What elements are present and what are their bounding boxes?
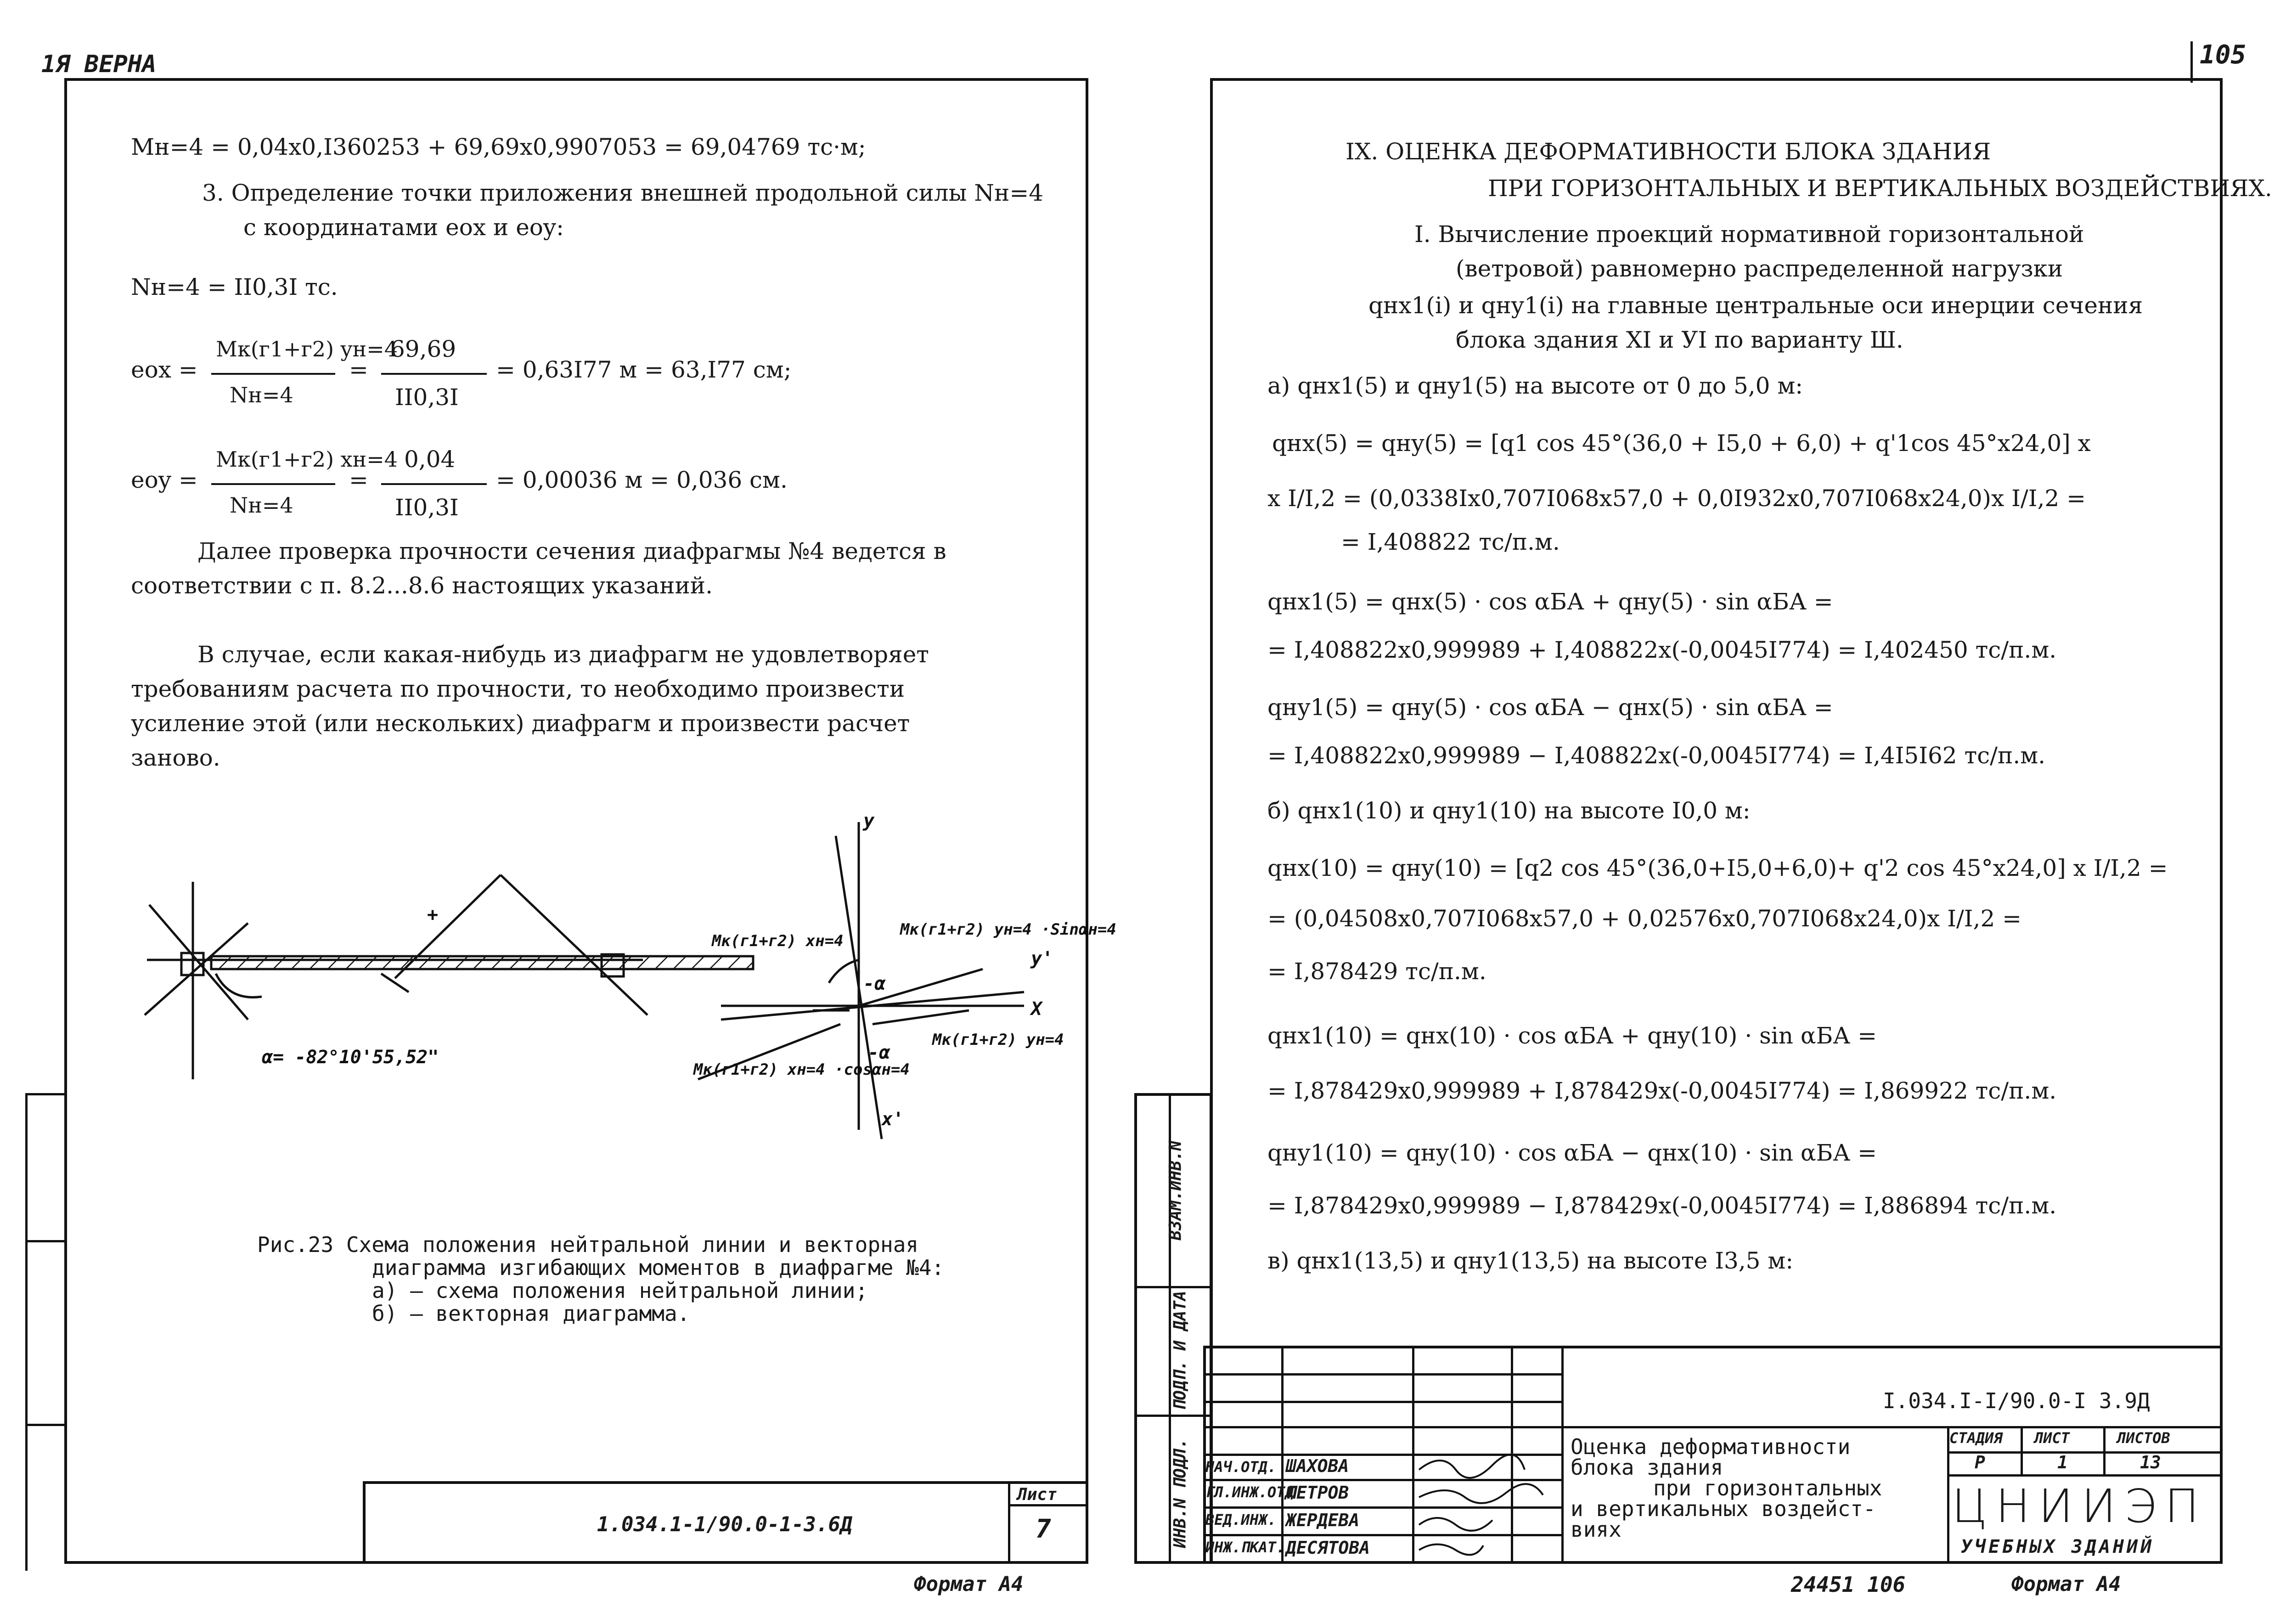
y1-axis-label: y': [1031, 948, 1053, 969]
eox-result: = 0,63I77 м = 63,I77 см;: [496, 356, 792, 383]
mx2-vector-label: Mк(г1+г2) xн=4 ·cosαн=4: [693, 1060, 910, 1079]
rp-line-10: qнy1(5) = qнy(5) · cos αБА − qнx(5) · sin αБА =: [1267, 694, 1833, 721]
tb-h8: [1947, 1451, 2223, 1454]
check-paragraph-1: Далее проверка прочности сечения диафрагмы №4 ведется в: [197, 538, 946, 564]
tb-role-0: НАЧ.ОТД.: [1205, 1458, 1277, 1476]
signatures: [1414, 1451, 1552, 1562]
rp-line-16: qнx1(10) = qнx(10) · cos αБА + qнy(10) · sin αБА =: [1267, 1022, 1877, 1049]
left-margin-line-2: [25, 1240, 67, 1242]
left-stamp-code: 1.034.1-1/90.0-1-3.6Д: [597, 1513, 853, 1536]
eox-bar-2: [381, 373, 487, 375]
tb-v6: [2021, 1426, 2023, 1474]
page-number: 105: [2200, 40, 2247, 70]
plus-label: +: [427, 904, 439, 925]
left-stamp-div: [1008, 1481, 1010, 1564]
left-margin-line-1: [25, 1093, 67, 1095]
rp-line-15: = I,878429 тс/п.м.: [1267, 958, 1486, 985]
moment-equation: Mн=4 = 0,04х0,I360253 + 69,69х0,9907053 = 69,04769 тс·м;: [131, 134, 866, 160]
eox-eq: =: [349, 356, 368, 383]
eox-num: Mк(г1+г2) yн=4: [216, 337, 398, 361]
tb-org: ЦНИИЭП: [1952, 1479, 2207, 1533]
rp-line-12: б) qнx1(10) и qнy1(10) на высоте I0,0 м:: [1267, 797, 1751, 824]
tb-h2: [1203, 1401, 1561, 1403]
eox-num-val: 69,69: [390, 336, 456, 362]
rp-line-4: а) qнx1(5) и qнy1(5) на высоте от 0 до 5,0 м:: [1267, 372, 1803, 399]
step-3-heading-cont: с координатами eox и eoy:: [243, 214, 564, 241]
eoy-lhs: eoy =: [131, 467, 198, 493]
caption-line-4: б) – векторная диаграмма.: [372, 1301, 690, 1326]
eoy-bar-1: [211, 483, 335, 485]
tb-title-4: виях: [1571, 1517, 1622, 1542]
tb-org-sub: УЧЕБНЫХ ЗДАНИЙ: [1961, 1536, 2155, 1557]
rp-line-2: qнx1(i) и qнy1(i) на главные центральные оси инерции сечения: [1368, 292, 2143, 319]
tb-v2: [1281, 1346, 1284, 1564]
tb-title-2: при горизонтальных: [1653, 1476, 1882, 1500]
eoy-result: = 0,00036 м = 0,036 см.: [496, 467, 788, 493]
tb-title-3: и вертикальных воздейст-: [1571, 1496, 1876, 1521]
tb-sheet-h: ЛИСТ: [2034, 1429, 2070, 1447]
step-3-heading: 3. Определение точки приложения внешней продольной силы Nн=4: [202, 180, 1044, 206]
n-force-value: Nн=4 = II0,3I тс.: [131, 274, 338, 300]
minus-alpha-top: -α: [863, 973, 886, 994]
left-margin-line-3: [25, 1424, 67, 1426]
tb-stage-h: СТАДИЯ: [1949, 1429, 2003, 1447]
tb-name-3: ДЕСЯТОВА: [1286, 1538, 1370, 1558]
side-strip-h2: [1134, 1415, 1212, 1417]
caption-line-2: диаграмма изгибающих моментов в диафрагме №4:: [372, 1255, 945, 1280]
rp-line-18: qнy1(10) = qнy(10) · cos αБА − qнx(10) · sin αБА =: [1267, 1139, 1877, 1166]
rp-line-0: I. Вычисление проекций нормативной горизонтальной: [1414, 221, 2084, 248]
tb-role-1: ГЛ.ИНЖ.ОТД: [1205, 1483, 1294, 1501]
eoy-num: Mк(г1+г2) xн=4: [216, 447, 398, 472]
left-sheet-label: Лист: [1017, 1485, 1057, 1504]
rp-line-17: = I,878429х0,999989 + I,878429х(-0,0045I774) = I,869922 тс/п.м.: [1267, 1077, 2057, 1104]
bottom-note: 24451 106: [1791, 1572, 1906, 1597]
left-format: Формат А4: [914, 1573, 1024, 1596]
x1-axis-label: x': [882, 1109, 904, 1130]
rp-line-19: = I,878429х0,999989 − I,878429х(-0,0045I774) = I,886894 тс/п.м.: [1267, 1192, 2057, 1219]
rp-line-9: = I,408822х0,999989 + I,408822х(-0,0045I774) = I,402450 тс/п.м.: [1267, 637, 2057, 663]
side-label-3: ИНВ.N ПОДЛ.: [1171, 1438, 1190, 1548]
left-margin-vline: [25, 1093, 28, 1571]
case-paragraph-2: требованиям расчета по прочности, то необходимо произвести: [131, 676, 905, 702]
alpha-label: α= -82°10'55,52": [262, 1047, 439, 1068]
rp-line-11: = I,408822х0,999989 − I,408822х(-0,0045I774) = I,4I5I62 тс/п.м.: [1267, 742, 2045, 769]
left-sheet-no: 7: [1036, 1514, 1051, 1544]
tb-v7: [2103, 1426, 2106, 1474]
neutral-line-figure: [124, 808, 1116, 1157]
tb-role-2: ВЕД.ИНЖ.: [1205, 1511, 1277, 1528]
my-vector-label: Mк(г1+г2) yн=4 ·Sinαн=4: [900, 920, 1116, 939]
mx-vector-label: Mк(г1+г2) xн=4: [712, 932, 844, 950]
rp-line-1: (ветровой) равномерно распределенной нагрузки: [1456, 255, 2063, 282]
section-title-1: IX. ОЦЕНКА ДЕФОРМАТИВНОСТИ БЛОКА ЗДАНИЯ: [1346, 138, 1991, 165]
side-label-1: ВЗАМ.ИНВ.N: [1166, 1140, 1185, 1241]
case-paragraph-4: заново.: [131, 744, 220, 771]
rp-line-3: блока здания XI и УI по варианту Ш.: [1456, 327, 1903, 353]
caption-line-1: Рис.23 Схема положения нейтральной линии и векторная: [257, 1232, 919, 1257]
tb-h3: [1203, 1426, 2223, 1428]
x-axis-label: X: [1031, 998, 1042, 1020]
tb-sheets-h: ЛИСТОВ: [2117, 1429, 2170, 1447]
tb-name-1: ПЕТРОВ: [1286, 1483, 1349, 1503]
eox-den: Nн=4: [230, 383, 293, 407]
right-format: Формат А4: [2011, 1573, 2121, 1596]
tb-v1: [1561, 1346, 1564, 1564]
rp-line-14: = (0,04508х0,707I068х57,0 + 0,02576х0,707I068х24,0)х I/I,2 =: [1267, 905, 2022, 932]
tb-h9: [1947, 1474, 2223, 1477]
rp-line-5: qнx(5) = qнy(5) = [q1 cos 45°(36,0 + I5,0 + 6,0) + q'1cos 45°х24,0] x: [1272, 430, 2091, 457]
eox-lhs: eox =: [131, 356, 198, 383]
eoy-den-val: II0,3I: [395, 494, 459, 521]
eoy-den: Nн=4: [230, 493, 293, 518]
tb-name-2: ЖЕРДЕВА: [1286, 1510, 1360, 1530]
side-label-2: ПОДП. И ДАТА: [1171, 1291, 1190, 1410]
y-axis-label: y: [863, 810, 875, 831]
tb-h1: [1203, 1373, 1561, 1376]
tb-v5: [1947, 1426, 1949, 1564]
eox-bar-1: [211, 373, 335, 375]
section-title-2: ПРИ ГОРИЗОНТАЛЬНЫХ И ВЕРТИКАЛЬНЫХ ВОЗДЕЙСТВИЯХ.: [1488, 175, 2272, 202]
caption-line-3: а) – схема положения нейтральной линии;: [372, 1278, 868, 1303]
tb-name-0: ШАХОВА: [1286, 1456, 1349, 1476]
tb-role-3: ИНЖ.ПКАТ.: [1205, 1539, 1285, 1556]
page-number-bracket: [2190, 41, 2193, 83]
eoy-num-val: 0,04: [404, 446, 456, 473]
my2-vector-label: Mк(г1+г2) yн=4: [932, 1031, 1064, 1049]
eoy-eq: =: [349, 467, 368, 493]
rp-line-6: х I/I,2 = (0,0338Iх0,707I068х57,0 + 0,0I932х0,707I068х24,0)х I/I,2 =: [1267, 485, 2086, 512]
eox-den-val: II0,3I: [395, 384, 459, 411]
eoy-bar-2: [381, 483, 487, 485]
tb-sheets: 13: [2140, 1452, 2161, 1472]
rp-line-13: qнx(10) = qнy(10) = [q2 cos 45°(36,0+I5,0+6,0)+ q'2 cos 45°х24,0] x I/I,2 =: [1267, 855, 2168, 881]
case-paragraph-3: усиление этой (или нескольких) диафрагм и произвести расчет: [131, 710, 910, 737]
corner-label: 1Я ВЕРНА: [41, 51, 157, 78]
tb-stage: Р: [1975, 1452, 1985, 1472]
tb-title-1: блока здания: [1571, 1455, 1723, 1480]
rp-line-7: = I,408822 тс/п.м.: [1341, 529, 1560, 555]
rp-line-8: qнx1(5) = qнx(5) · cos αБА + qнy(5) · sin αБА =: [1267, 588, 1833, 615]
check-paragraph-2: соответствии с п. 8.2...8.6 настоящих указаний.: [131, 572, 713, 599]
rp-line-20: в) qнx1(13,5) и qнy1(13,5) на высоте I3,5 м:: [1267, 1247, 1794, 1274]
minus-alpha-bottom: -α: [868, 1042, 890, 1063]
tb-sheet: 1: [2057, 1452, 2068, 1472]
tb-title-0: Оценка деформативности: [1571, 1434, 1851, 1459]
tb-code: I.034.I-I/90.0-I 3.9Д: [1883, 1388, 2150, 1413]
case-paragraph-1: В случае, если какая-нибудь из диафрагм не удовлетворяет: [197, 641, 929, 668]
